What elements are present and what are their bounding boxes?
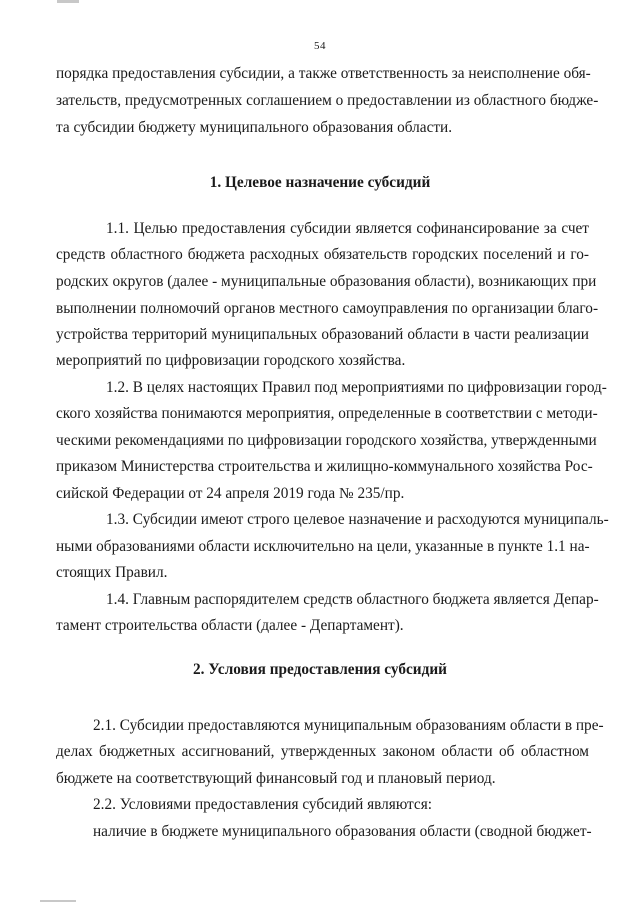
text-line: та субсидии бюджету муниципального образования области.: [56, 119, 453, 136]
text-line: зательств, предусмотренных соглашением о предоставлении из областного бюдже-: [56, 92, 599, 109]
text-line: ского хозяйства понимаются мероприятия, определенные в соответствии с методи-: [56, 405, 598, 422]
text-line: 1.3. Субсидии имеют строго целевое назначение и расходуются муниципаль-: [106, 511, 609, 528]
text-line: 1.4. Главным распорядителем средств областного бюджета является Депар-: [106, 591, 599, 608]
text-line: бюджете на соответствующий финансовый год и плановый период.: [56, 770, 496, 787]
text-line: 2.1. Субсидии предоставляются муниципальным образованиям области в пре-: [93, 717, 604, 734]
text-line: сийской Федерации от 24 апреля 2019 года № 235/пр.: [56, 485, 405, 502]
text-line: делах бюджетных ассигнований, утвержденных законом области об областном: [56, 743, 589, 760]
text-line: устройства территорий муниципальных образований области в части реализации: [56, 326, 589, 343]
text-line: ными образованиями области исключительно на цели, указанные в пункте 1.1 на-: [56, 538, 590, 555]
section-heading: 1. Целевое назначение субсидий: [209, 174, 431, 191]
text-line: родских округов (далее - муниципальные образования области), возникающих при: [56, 273, 597, 290]
scan-mark-top: [57, 0, 79, 3]
text-line: мероприятий по цифровизации городского хозяйства.: [56, 352, 406, 369]
text-line: тамент строительства области (далее - Департамент).: [56, 617, 404, 634]
text-line: наличие в бюджете муниципального образования области (сводной бюджет-: [93, 823, 592, 840]
text-line: 1.2. В целях настоящих Правил под мероприятиями по цифровизации город-: [106, 379, 607, 396]
text-line: ческими рекомендациями по цифровизации городского хозяйства, утвержденными: [56, 432, 597, 449]
text-line: порядка предоставления субсидии, а также ответственность за неисполнение обя-: [56, 65, 591, 82]
section-heading: 2. Условия предоставления субсидий: [193, 661, 447, 678]
text-line: 1.1. Целью предоставления субсидии является софинансирование за счет: [106, 220, 589, 237]
text-line: стоящих Правил.: [56, 564, 168, 581]
scan-mark-bottom: [40, 900, 76, 902]
text-line: выполнении полномочий органов местного самоуправления по организации благо-: [56, 300, 599, 317]
text-line: 2.2. Условиями предоставления субсидий являются:: [93, 796, 433, 813]
text-line: средств областного бюджета расходных обязательств городских поселений и го-: [56, 246, 589, 263]
text-line: приказом Министерства строительства и жилищно-коммунального хозяйства Рос-: [56, 458, 593, 475]
page-number: 54: [314, 40, 326, 52]
